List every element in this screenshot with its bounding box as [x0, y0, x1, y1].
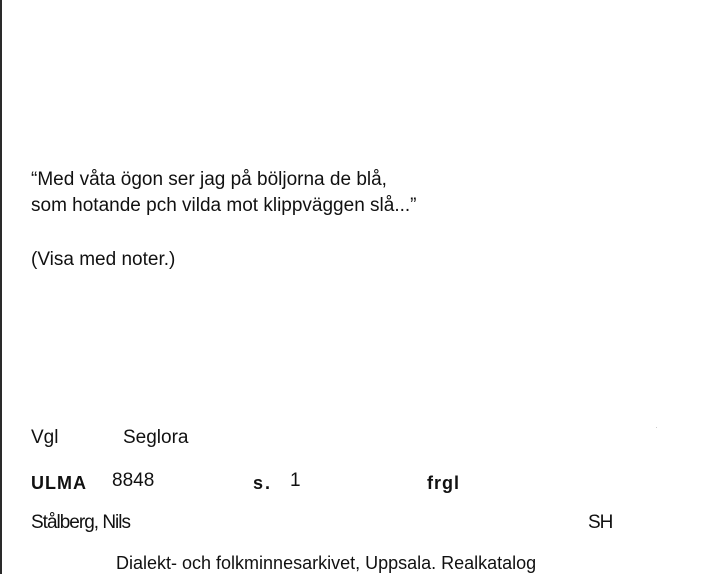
category-code: frgl — [427, 473, 460, 493]
archive-footer: Dialekt- och folkminnesarkivet, Uppsala. Realkatalog — [116, 553, 537, 573]
quote-line-2: som hotande pch vilda mot klippväggen slå...” — [31, 195, 417, 216]
music-note-remark: (Visa med noter.) — [31, 249, 176, 270]
parish-name: Seglora — [123, 427, 189, 448]
card-left-edge — [0, 0, 2, 574]
paper-speck — [656, 427, 657, 428]
archive-code: ULMA — [31, 473, 87, 493]
region-code: Vgl — [31, 427, 59, 448]
page-number: 1 — [290, 470, 301, 491]
page-label: s. — [253, 473, 273, 493]
recorder-name: Stålberg, Nils — [31, 512, 130, 533]
quote-line-1: “Med våta ögon ser jag på böljorna de blå, — [31, 169, 387, 190]
recorder-code: SH — [588, 512, 613, 533]
archive-number: 8848 — [112, 470, 155, 491]
